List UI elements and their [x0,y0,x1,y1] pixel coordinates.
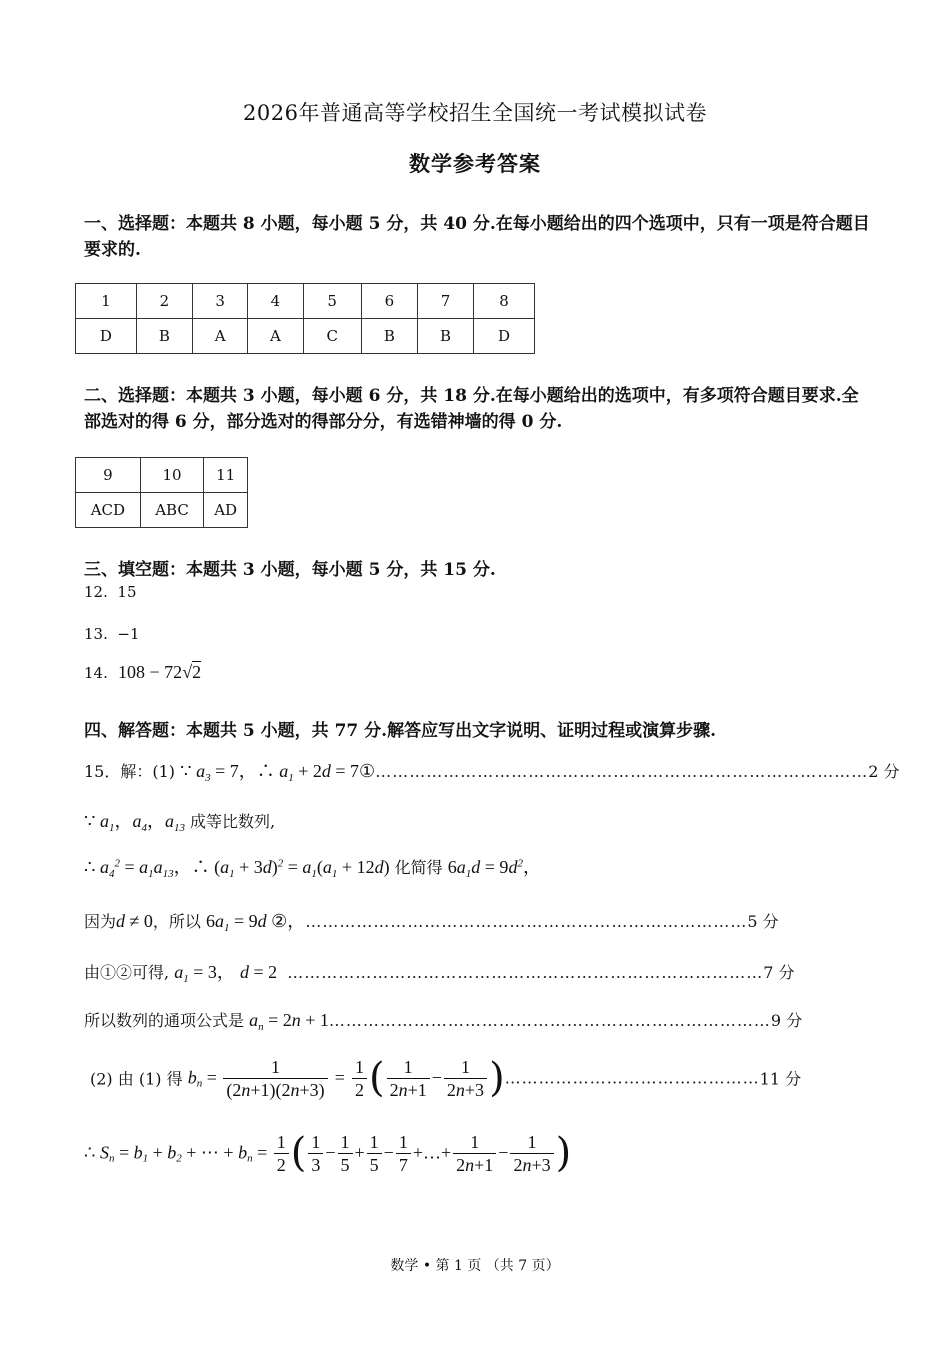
table-cell: 9 [76,458,141,493]
score-label: 11 分 [759,1069,802,1089]
answer-12 [84,583,137,601]
fraction: $\frac{1}{2n+3}$ [510,1131,553,1176]
table-cell: 11 [204,458,248,493]
table-cell: ACD [76,493,141,528]
page-footer: 数学 • 第 1 页 （共 7 页） [390,1258,560,1274]
section-1-heading: 一、选择题：本题共 8 小题，每小题 5 分，共 40 分.在每小题给出的四个选项中，只有一项是符合题目要求的. [84,214,870,260]
table-cell: A [248,319,303,354]
solution-15-line-8: ∴ $S_n = b_1 + b_2$ + ⋯ + $b_n$ = $\frac{1}{2}$ ( $\frac{1}{3}$ − $\frac{1}{5}$ + $\frac{1}{5}$ − $\frac{1}{7}$ +…+ $\frac{1}{2n+1}$ − $\frac{1}{2n+3}$ ) [84,1130,572,1176]
section-2-answer-table [75,457,248,528]
text-fragment: ，所以 [152,912,201,931]
text-fragment: (2) 由 (1) 得 [90,1069,183,1089]
fraction: $\frac{1}{5}$ [367,1131,382,1176]
question-number: 15．解：(1) [84,762,176,781]
fraction: $\frac{1}{(2n+1)(2n+3)}$ [223,1056,327,1101]
table-cell: D [76,319,137,354]
section-2-heading: 二、选择题：本题共 3 小题，每小题 6 分，共 18 分.在每小题给出的选项中，有多项符合题目要求.全部选对的得 6 分，部分选对的得部分分，有选错神墙的得 0 分. [84,386,859,432]
table-cell: 3 [192,284,247,319]
sqrt-icon: √ [182,662,193,682]
section-1-answer-table [75,283,535,354]
text-fragment: 化简得 [394,858,443,877]
answer-value: 108 − 72 [118,662,183,682]
fraction: $\frac{1}{7}$ [396,1131,411,1176]
document-title: 2026年普通高等学校招生全国统一考试模拟试卷 [243,101,707,125]
fraction: $\frac{1}{2n+1}$ [453,1131,496,1176]
solution-15-line-3: ∴ $a_4^2 = a_1a_{13}$，∴ $(a_1 + 3d)^2 = a_1(a_1 + 12d)$ 化简得 $6a_1d = 9d^2$， [84,857,541,881]
solution-15-line-7: (2) 由 (1) 得 $b_n$ = $\frac{1}{(2n+1)(2n+3)}$ = $\frac{1}{2}$ ( $\frac{1}{2n+1}$ − $\frac{1}{2n+3}$ )………………………………………11 分 [90,1055,802,1101]
solution-15-line-1: 15．解：(1) ∵ $a_3 = 7$，∴ $a_1 + 2d$ = 7①……………………………………………………………………………2 分 [84,761,900,785]
answer-14 [84,662,201,683]
text-fragment: 成等比数列, [190,812,276,831]
fraction: $\frac{1}{2n+1}$ [387,1056,430,1101]
table-cell: B [417,319,473,354]
table-cell: 1 [76,284,137,319]
score-label: 7 分 [763,963,795,982]
table-cell: D [474,319,535,354]
document-subtitle: 数学参考答案 [409,151,541,176]
table-cell: C [303,319,361,354]
answer-radicand: 2 [192,662,202,682]
question-number: 14. [84,664,108,682]
text-fragment: 由①②可得, [84,963,170,982]
fraction: $\frac{1}{2n+3}$ [444,1056,487,1101]
solution-15-line-2: ∵ $a_1$，$a_4$，$a_{13}$ 成等比数列, [84,811,276,835]
table-cell: 2 [136,284,192,319]
table-row-numbers [76,458,248,493]
question-number: 12. [84,583,108,601]
table-row-answers [76,493,248,528]
question-number: 13. [84,625,108,643]
table-cell: B [136,319,192,354]
answer-13 [84,625,140,643]
table-cell: 7 [417,284,473,319]
table-cell: 4 [248,284,303,319]
text-fragment: 因为 [84,912,117,931]
table-cell: 8 [474,284,535,319]
table-cell: A [192,319,247,354]
table-cell: ABC [140,493,203,528]
table-cell: 10 [140,458,203,493]
table-cell: AD [204,493,248,528]
table-row-numbers [76,284,535,319]
fraction: $\frac{1}{3}$ [308,1131,323,1176]
solution-15-line-6: 所以数列的通项公式是 $a_n = 2n$ + 1……………………………………………………………………9 分 [84,1010,803,1034]
fraction: $\frac{1}{5}$ [338,1131,353,1176]
solution-15-line-5: 由①②可得, $a_1 = 3$， d = 2 …………………………………………………………………………7 分 [84,962,795,986]
table-row-answers [76,319,535,354]
section-4-heading: 四、解答题：本题共 5 小题，共 77 分.解答应写出文字说明、证明过程或演算步骤. [84,721,716,741]
score-label: 5 分 [747,912,779,931]
solution-15-line-4: 因为d ≠ 0，所以 $6a_1 = 9d$ ②，……………………………………………………………………5 分 [84,911,779,935]
table-cell: 6 [361,284,417,319]
score-label: 9 分 [770,1011,803,1030]
section-3-heading: 三、填空题：本题共 3 小题，每小题 5 分，共 15 分. [84,560,496,580]
text-fragment: 所以数列的通项公式是 [84,1011,245,1030]
fraction: $\frac{1}{2}$ [274,1131,289,1176]
answer-value: 15 [117,583,137,601]
answer-value: −1 [117,625,140,643]
score-label: 2 分 [868,762,900,781]
table-cell: B [361,319,417,354]
table-cell: 5 [303,284,361,319]
fraction: $\frac{1}{2}$ [352,1056,367,1101]
